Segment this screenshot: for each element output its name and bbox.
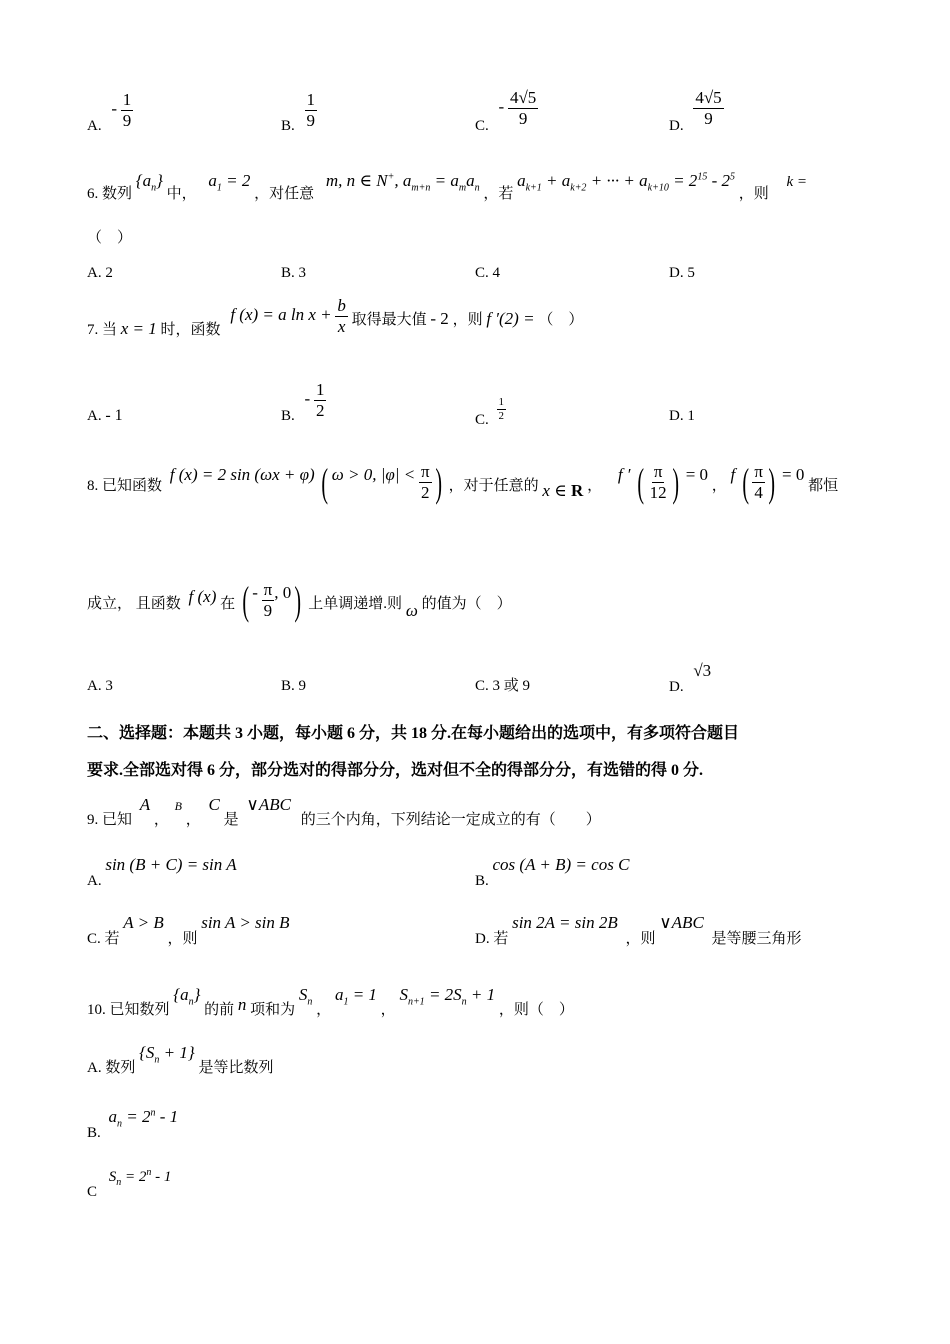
- q5-option-d-label: D.: [669, 117, 684, 134]
- q8-fp-fraction: [648, 462, 669, 503]
- q7-paren: （ ）: [538, 311, 584, 328]
- q5-option-c-num: 4√5: [509, 88, 537, 107]
- q8-fp-num: π: [653, 462, 663, 481]
- q8-fp-eq: = 0: [685, 464, 709, 484]
- q6-sum-sub-3: k+10: [647, 182, 669, 194]
- q8-cond-paren-close: ): [434, 459, 442, 505]
- q7-option-a-label: A.: [87, 408, 102, 424]
- q9-triangle: ∨ABC: [246, 795, 291, 814]
- q8-option-d-label: D.: [669, 679, 684, 695]
- q6-number: 6.: [87, 185, 99, 202]
- q9-option-c-text: ，则: [167, 931, 198, 947]
- q8-line2-function: f (x): [188, 586, 217, 606]
- q7-text-1: 当: [102, 321, 118, 338]
- q10-option-a-end: + 1}: [159, 1043, 195, 1062]
- q10-option-c-end: - 1: [151, 1169, 172, 1185]
- q9-option-d-text-2: 是等腰三角形: [711, 931, 802, 947]
- q10-a1-eq: = 1: [348, 985, 377, 1004]
- q7-option-b-den: 2: [315, 401, 325, 420]
- q8-line2-text-2: 在: [220, 595, 236, 612]
- q10-option-c-sup: n: [146, 1167, 152, 1178]
- q10-option-c-expr: [108, 1167, 172, 1188]
- q8-option-b: B. 9: [281, 678, 307, 694]
- q6-cond-1: m, n ∈ N: [325, 170, 388, 190]
- q8-number: 8.: [87, 477, 99, 494]
- q7-text-4: ，则: [452, 311, 483, 328]
- q10-stem: [87, 985, 574, 1018]
- q7-stem: [87, 296, 583, 337]
- q8-x-in: x ∈: [542, 480, 572, 500]
- q9-option-d-text: ，则: [625, 931, 656, 947]
- q8-interval-end: , 0: [274, 582, 292, 602]
- q8-function: f (x) = 2 sin (ωx + φ): [169, 464, 315, 484]
- q7-fraction-den: x: [337, 317, 346, 336]
- q10-option-a: [87, 1043, 274, 1076]
- q8-fp-paren-close: ): [671, 459, 679, 505]
- q6-sum: [517, 170, 735, 194]
- q8-interval-den: 9: [263, 601, 273, 620]
- q8-text-1: 已知函数: [102, 477, 163, 494]
- q7-option-a: [87, 407, 123, 425]
- q9-comma-1: ，: [153, 812, 169, 828]
- q10-option-b-label: B.: [87, 1124, 101, 1141]
- q10-number: 10.: [87, 1002, 106, 1018]
- q8-f2: f: [730, 464, 736, 484]
- q9-option-d: [475, 913, 802, 947]
- q6-sum-sub-2: k+2: [570, 182, 587, 194]
- q6-sum-eq: = 2: [668, 170, 698, 190]
- q8-interval-fraction: [262, 580, 275, 621]
- q6-text-1: 数列: [102, 185, 133, 202]
- q10-text-5: ，: [380, 1002, 396, 1018]
- q8-option-c: C. 3 或 9: [475, 678, 531, 694]
- q10-option-b-expr: [108, 1106, 179, 1130]
- q6-condition: [325, 170, 480, 194]
- q9-angle-a: A: [139, 795, 151, 814]
- q10-seq-close: }: [193, 985, 201, 1004]
- q6-sum-p2: + ··· + a: [586, 170, 648, 190]
- q6-a1-sub: 1: [216, 182, 222, 194]
- q8-option-a: A. 3: [87, 678, 113, 694]
- q6-cond-sup: +: [387, 171, 395, 182]
- q10-option-a-expr: [139, 1043, 195, 1066]
- q7-option-c-fraction: [497, 396, 507, 423]
- q7-option-b-sign: -: [304, 388, 311, 408]
- q6-seq-sub: n: [151, 182, 157, 194]
- q9-angle-b: B: [174, 799, 183, 813]
- q10-rec-sub-2: n: [461, 996, 467, 1008]
- q6-sum-sub-1: k+1: [525, 182, 542, 194]
- q7-text-2: 时，函数: [160, 321, 221, 338]
- q10-option-c-s: S: [108, 1169, 117, 1185]
- q10-text-3: 项和为: [250, 1002, 296, 1018]
- q7-option-b-fraction: [314, 380, 327, 421]
- q6-sum-p1: + a: [541, 170, 571, 190]
- q5-option-c-label: C.: [475, 117, 489, 134]
- q6-sum-exp-1: 15: [697, 171, 708, 182]
- q9-angle-c: C: [208, 795, 220, 814]
- q6-text-5: ，则: [738, 185, 769, 202]
- q10-option-c-label: C: [87, 1184, 98, 1200]
- q10-sn-sub: n: [307, 996, 313, 1008]
- q7-option-b: [281, 380, 326, 424]
- q10-seq-open: {a: [173, 985, 189, 1004]
- q6-sum-minus: - 2: [707, 170, 730, 190]
- q6-cond-4: a: [466, 170, 475, 190]
- q9-option-b: [475, 855, 630, 889]
- q8-text-4: ，: [711, 477, 727, 494]
- q5-option-c: [475, 88, 538, 134]
- q10-option-b-end: - 1: [155, 1106, 179, 1126]
- q6-text-2: 中，: [166, 185, 197, 202]
- q5-option-c-den: 9: [518, 109, 528, 128]
- q9-text-2: 是: [223, 812, 239, 828]
- q5-option-c-fraction: [508, 88, 538, 129]
- q8-interval-num: π: [263, 580, 273, 599]
- q6-stem: [87, 168, 808, 202]
- q10-option-b-sub: n: [117, 1118, 123, 1130]
- q5-option-b-fraction: [305, 90, 318, 131]
- q8-f2-den: 4: [754, 483, 763, 502]
- q9-option-c-label: C. 若: [87, 931, 120, 947]
- q8-derivative: f ′: [617, 464, 631, 484]
- q8-interval-paren-close: ): [294, 577, 302, 623]
- q10-option-a-s: {S: [139, 1043, 155, 1062]
- q6-paren: （ ）: [87, 230, 133, 246]
- section-2-instructions-line-2: 要求.全部选对得 6 分，部分选对的得部分分，选对但不全的得部分分，有选错的得 0 分.: [87, 762, 704, 779]
- q8-f2-eq: = 0: [782, 464, 805, 484]
- q6-seq: [135, 170, 163, 194]
- q7-number: 7.: [87, 321, 99, 338]
- q7-x1: x = 1: [120, 318, 157, 338]
- q10-option-b-eq: = 2: [122, 1106, 151, 1126]
- q10-text-4: ，: [316, 1002, 332, 1018]
- q10-text-6: ，则（ ）: [498, 1002, 574, 1018]
- q10-option-c-eq: = 2: [121, 1169, 147, 1185]
- q5-option-a: [87, 90, 133, 134]
- q8-line2-text-3: 上单调递增.则: [308, 595, 403, 612]
- q10-option-b-sup: n: [150, 1107, 156, 1118]
- q6-cond-2-sub: m+n: [411, 182, 431, 194]
- q5-option-a-fraction: [121, 90, 134, 131]
- q10-text-1: 已知数列: [109, 1002, 170, 1018]
- q5-option-d-num: 4√5: [695, 88, 722, 107]
- q10-option-a-text: 是等比数列: [198, 1060, 274, 1076]
- q7-derivative: f ′(2) =: [486, 308, 535, 328]
- q7-option-c: [475, 396, 506, 428]
- q5-option-b: [281, 90, 317, 134]
- q10-seq: [173, 985, 201, 1008]
- q8-f2-fraction: [752, 462, 765, 503]
- q6-cond-3: = a: [430, 170, 459, 190]
- q9-text-3: 的三个内角，下列结论一定成立的有（ ）: [300, 812, 601, 828]
- q5-option-b-label: B.: [281, 117, 295, 134]
- q8-text-5: 都恒: [808, 477, 839, 494]
- q6-a1-eq: = 2: [221, 170, 251, 190]
- q5-option-a-sign: -: [111, 98, 118, 118]
- q9-option-d-label: D. 若: [475, 931, 509, 947]
- q8-cond-fraction: [419, 462, 432, 503]
- q7-value: - 2: [430, 308, 449, 328]
- q8-f2-paren-close: ): [768, 459, 775, 505]
- q9-comma-2: ，: [185, 812, 201, 828]
- q7-option-c-den: 2: [498, 410, 505, 422]
- q10-option-a-sub: n: [154, 1054, 160, 1066]
- q10-option-b: [87, 1104, 179, 1141]
- q6-sum-exp-2: 5: [729, 171, 735, 182]
- q10-option-b-a: a: [108, 1106, 118, 1126]
- q10-option-c: [87, 1164, 172, 1200]
- q10-option-a-label: A. 数列: [87, 1060, 136, 1076]
- q7-option-c-num: 1: [498, 396, 505, 408]
- q9-option-a-expr: sin (B + C) = sin A: [105, 855, 237, 874]
- q8-interval-paren-open: (: [242, 577, 249, 623]
- q7-function: f (x) = a ln x +: [230, 304, 332, 324]
- q10-recurrence: [399, 985, 496, 1008]
- q10-a1-sub: 1: [343, 996, 349, 1008]
- q9-option-a: [87, 855, 237, 889]
- q8-cond: ω > 0, |φ| <: [331, 464, 416, 484]
- q7-text-3: 取得最大值: [351, 311, 427, 328]
- q9-option-a-label: A.: [87, 873, 102, 889]
- q6-a1: [208, 170, 251, 194]
- q7-option-a-value: - 1: [105, 407, 123, 424]
- q8-cond-den: 2: [421, 483, 430, 502]
- q6-cond-3-sub: m: [458, 182, 467, 194]
- q6-seq-open: {a: [135, 170, 152, 190]
- q8-f2-num: π: [754, 462, 763, 481]
- q10-rec-end: + 1: [466, 985, 496, 1004]
- q8-f2-paren-open: (: [742, 459, 750, 505]
- q8-stem-line-2: [87, 577, 512, 623]
- q8-fp-paren-open: (: [637, 459, 645, 505]
- q7-option-c-label: C.: [475, 411, 489, 428]
- q10-sn: [298, 985, 313, 1008]
- q6-text-4: ，若: [483, 185, 514, 202]
- section-2-instructions-line-1: 二、选择题：本题共 3 小题，每小题 6 分，共 18 分.在每小题给出的选项中，有多项符合题目: [87, 725, 740, 742]
- q10-rec-eq: = 2S: [424, 985, 462, 1004]
- q7-option-b-num: 1: [315, 380, 325, 399]
- q5-option-a-label: A.: [87, 117, 102, 134]
- q10-text-2: 的前: [204, 1002, 235, 1018]
- q5-option-d: [669, 88, 724, 134]
- q6-a1-a: a: [208, 170, 217, 190]
- q9-option-d-expr-1: sin 2A = sin 2B: [512, 913, 618, 932]
- q10-rec-sub: n+1: [407, 996, 425, 1008]
- q7-option-d: D. 1: [669, 408, 695, 424]
- q5-option-c-sign: -: [498, 96, 505, 116]
- q7-fraction-num: b: [337, 296, 346, 315]
- q10-n: n: [237, 995, 247, 1014]
- q6-cond-4-sub: n: [474, 182, 480, 194]
- q9-text-1: 已知: [102, 812, 133, 828]
- q8-interval-sign: -: [252, 582, 258, 602]
- q10-rec-s: S: [399, 985, 408, 1004]
- q8-cond-num: π: [420, 462, 430, 481]
- q9-option-b-expr: cos (A + B) = cos C: [492, 855, 630, 874]
- q10-seq-sub: n: [188, 996, 194, 1008]
- q8-reals: R: [571, 480, 584, 500]
- q5-option-b-num: 1: [306, 90, 316, 109]
- q9-option-d-expr-2: ∨ABC: [659, 913, 704, 932]
- q9-option-c: [87, 913, 290, 947]
- q6-cond-2: , a: [394, 170, 412, 190]
- q8-line2-text-1: 成立， 且函数: [87, 595, 181, 612]
- q7-option-b-label: B.: [281, 407, 295, 424]
- q6-k: k =: [786, 173, 808, 190]
- q8-fp-den: 12: [649, 483, 667, 502]
- q9-option-c-expr-1: A > B: [123, 913, 164, 932]
- q5-option-b-den: 9: [306, 111, 316, 130]
- q9-stem: [87, 795, 601, 828]
- q6-text-3: ，对任意: [254, 185, 315, 202]
- q8-text-2: ，对于任意的: [448, 477, 539, 494]
- q8-cond-paren-open: (: [321, 459, 329, 505]
- q8-line2-text-4: 的值为（ ）: [421, 595, 512, 612]
- q8-stem-line-1: [87, 459, 839, 505]
- q5-option-a-den: 9: [122, 111, 132, 130]
- q8-option-d: [669, 661, 712, 695]
- q9-number: 9.: [87, 812, 99, 828]
- q8-text-3: ，: [587, 477, 603, 494]
- q8-omega: ω: [405, 600, 418, 620]
- q7-fraction: [335, 296, 348, 337]
- q8-option-d-value: √3: [693, 661, 712, 680]
- q10-option-c-sub: n: [116, 1177, 122, 1188]
- q5-option-d-den: 9: [704, 109, 713, 128]
- q5-option-a-num: 1: [122, 90, 132, 109]
- q6-sum-a: a: [517, 170, 526, 190]
- q9-option-c-expr-2: sin A > sin B: [201, 913, 290, 932]
- q6-seq-close: }: [156, 170, 163, 190]
- q10-a1-a: a: [334, 985, 344, 1004]
- q10-sn-s: S: [298, 985, 308, 1004]
- q10-a1: [334, 985, 377, 1008]
- q9-option-b-label: B.: [475, 873, 489, 889]
- q6-option-c: C. 4: [475, 265, 501, 281]
- q5-option-d-fraction: [693, 88, 723, 129]
- q6-option-d: D. 5: [669, 265, 695, 281]
- q6-option-b: B. 3: [281, 265, 307, 281]
- q6-option-a: A. 2: [87, 265, 113, 281]
